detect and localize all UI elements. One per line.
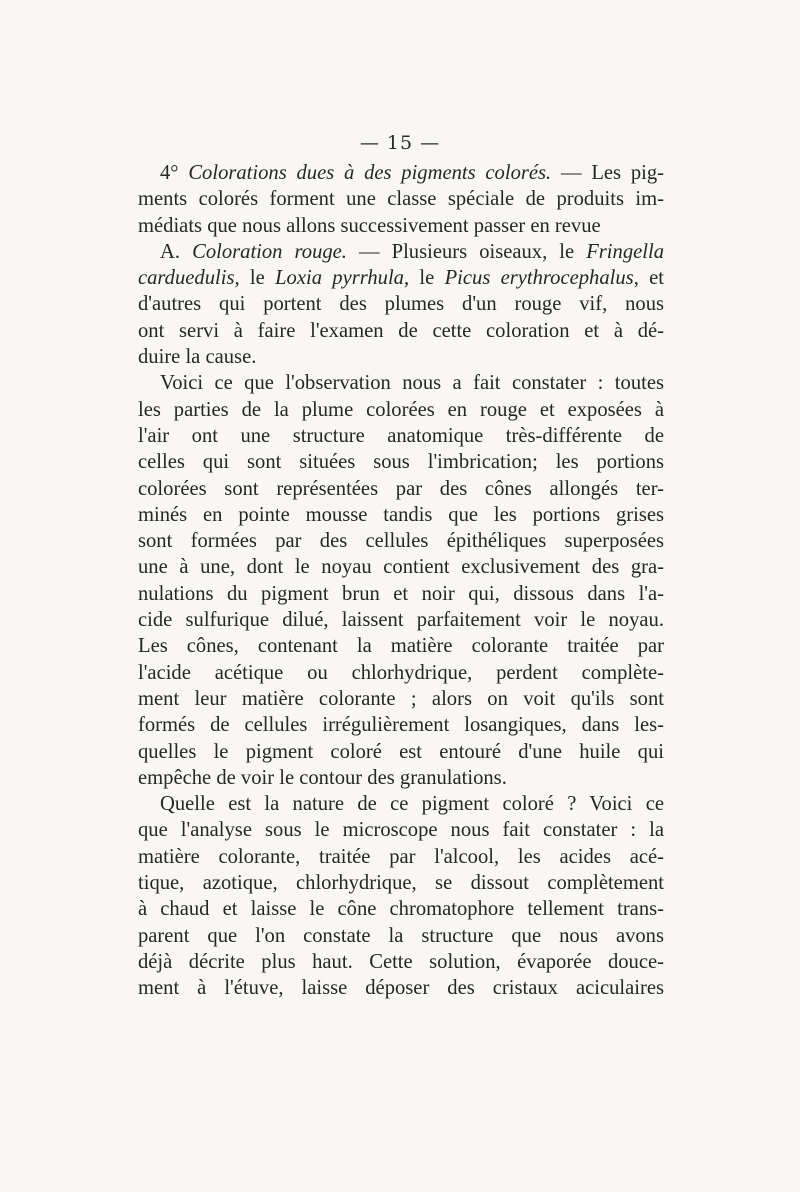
text-line — [138, 686, 664, 712]
text-run: sont formées par des cellules épithéliques superposées — [138, 530, 664, 553]
italic-text: Colorations dues à des pigments colorés. — [188, 162, 552, 184]
text-run: empêche de voir le contour des granulations. — [138, 766, 507, 789]
text-run: 4° — [160, 162, 189, 184]
text-line — [138, 844, 664, 870]
text-run: tique, azotique, chlorhydrique, se dissout complètement — [138, 872, 664, 895]
text-run: que l'analyse sous le microscope nous fait constater : la — [138, 819, 664, 842]
text-line — [138, 949, 664, 975]
text-line — [138, 502, 664, 528]
text-run: duire la cause. — [138, 346, 257, 369]
text-run: Les cônes, contenant la matière colorante traitée par — [138, 635, 664, 658]
text-run: ment leur matière colorante ; alors on voit qu'ils sont — [138, 687, 664, 710]
text-line — [138, 213, 664, 239]
text-line — [138, 581, 664, 607]
text-line — [138, 765, 664, 791]
text-line — [138, 633, 664, 659]
text-line — [138, 791, 664, 817]
text-run: matière colorante, traitée par l'alcool, les acides acé- — [138, 845, 664, 868]
italic-text: Picus erythrocephalus — [444, 267, 634, 290]
text-run: — Plusieurs oiseaux, le — [346, 240, 587, 263]
text-line — [138, 817, 664, 843]
italic-text: Fringella — [586, 240, 664, 263]
text-run: parent que l'on constate la structure que nous avons — [138, 924, 664, 947]
text-run: nulations du pigment brun et noir qui, dissous dans l'a- — [138, 582, 664, 605]
text-run: l'acide acétique ou chlorhydrique, perdent complète- — [138, 661, 664, 684]
text-line — [138, 870, 664, 896]
italic-text: Coloration rouge. — [192, 240, 347, 263]
text-line — [138, 370, 664, 396]
text-line — [138, 397, 664, 423]
text-run: colorées sont représentées par des cônes allongés ter- — [138, 477, 664, 500]
text-line — [138, 712, 664, 738]
text-line — [138, 739, 664, 765]
italic-text: Loxia pyrrhula — [275, 267, 404, 290]
text-line — [138, 607, 664, 633]
text-run: médiats que nous allons successivement passer en revue — [138, 214, 601, 237]
text-run: ments colorés forment une classe spéciale de produits im- — [138, 188, 664, 211]
text-run: ment à l'étuve, laisse déposer des cristaux aciculaires — [138, 977, 664, 1000]
italic-text: carduedulis — [138, 267, 235, 290]
text-run: formés de cellules irrégulièrement losangiques, dans les- — [138, 714, 664, 737]
text-line — [138, 239, 664, 265]
text-line — [138, 291, 664, 317]
text-run: , et — [633, 267, 664, 290]
text-line — [138, 449, 664, 475]
text-run: , le — [403, 267, 445, 290]
text-run: celles qui sont situées sous l'imbrication; les portions — [138, 451, 664, 474]
text-line — [138, 896, 664, 922]
text-run: cide sulfurique dilué, laissent parfaitement voir le noyau. — [138, 609, 664, 632]
page-number: — 15 — — [359, 132, 441, 154]
text-run: A. — [160, 240, 193, 263]
text-line — [138, 186, 664, 212]
text-run: ont servi à faire l'examen de cette coloration et à dé- — [138, 319, 664, 342]
body-text — [138, 160, 664, 1002]
text-run: les parties de la plume colorées en rouge et exposées à — [138, 398, 664, 421]
text-run: quelles le pigment coloré est entouré d'une huile qui — [138, 740, 664, 763]
text-line — [138, 318, 664, 344]
text-run: Voici ce que l'observation nous a fait constater : toutes — [160, 372, 664, 395]
text-line — [138, 975, 664, 1001]
text-line — [138, 923, 664, 949]
text-line — [138, 265, 664, 291]
text-run: à chaud et laisse le cône chromatophore tellement trans- — [138, 898, 664, 921]
text-run: Quelle est la nature de ce pigment coloré ? Voici ce — [160, 793, 664, 816]
text-line — [138, 423, 664, 449]
text-run: — Les pig- — [551, 162, 665, 184]
text-line — [138, 476, 664, 502]
text-run: une à une, dont le noyau contient exclusivement des gra- — [138, 556, 664, 579]
text-line — [138, 344, 664, 370]
text-line — [138, 660, 664, 686]
text-run: déjà décrite plus haut. Cette solution, évaporée douce- — [138, 950, 664, 973]
text-run: l'air ont une structure anatomique très-différente de — [138, 424, 664, 447]
text-run: minés en pointe mousse tandis que les portions grises — [138, 503, 664, 526]
text-run: , le — [234, 267, 276, 290]
text-run: d'autres qui portent des plumes d'un rouge vif, nous — [138, 293, 664, 316]
text-line — [138, 554, 664, 580]
text-line — [138, 528, 664, 554]
text-line — [138, 160, 664, 186]
